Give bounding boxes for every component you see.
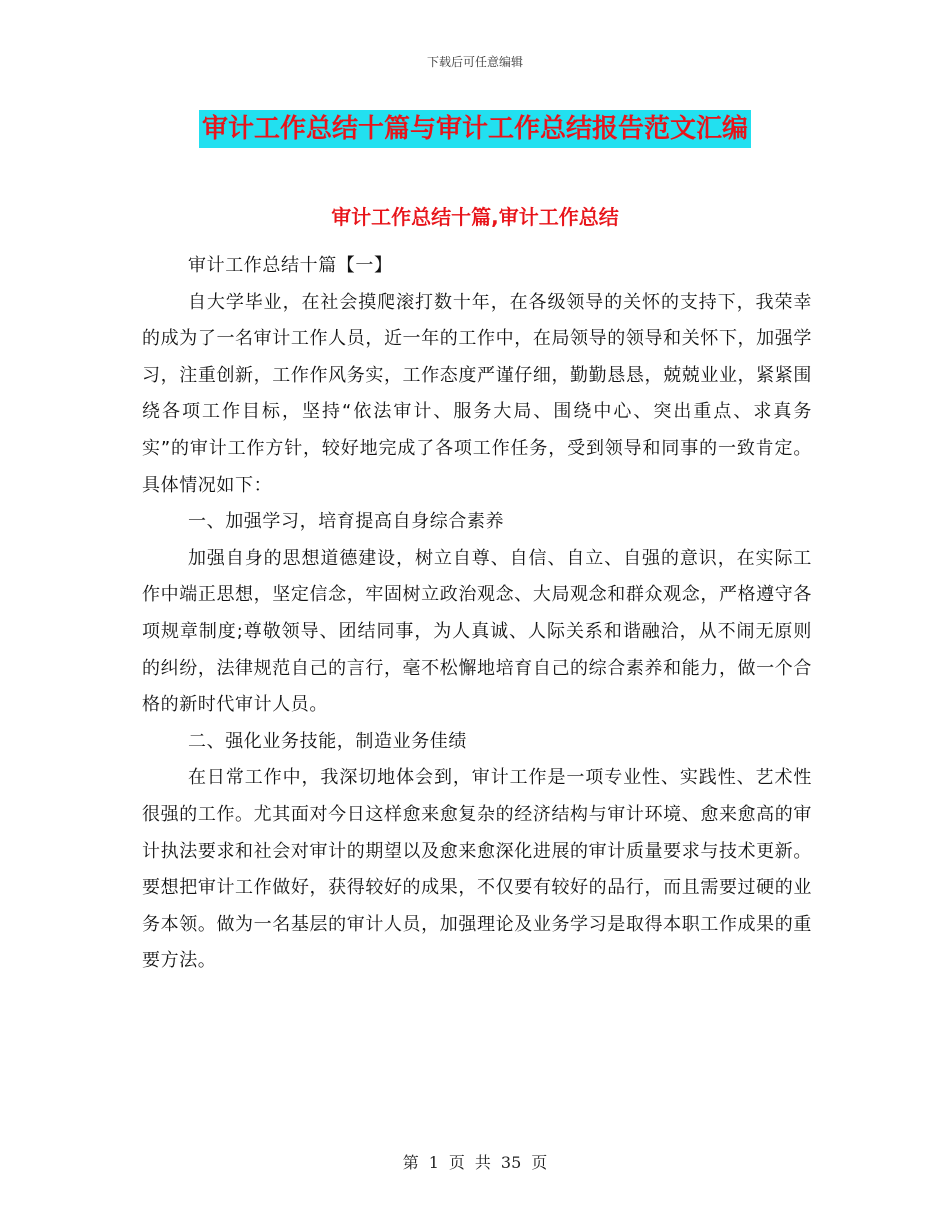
section-heading-3: 二、强化业务技能，制造业务佳绩 [188,730,467,752]
footer-page-number: 1 [428,1153,439,1172]
document-subtitle: 审计工作总结十篇,审计工作总结 [331,205,619,229]
footer-total-pages: 35 [500,1153,522,1172]
section-heading-1: 审计工作总结十篇【一】 [188,255,393,276]
footer-suffix: 页 [531,1153,548,1172]
body-paragraph: 加强自身的思想道德建设，树立自尊、自信、自立、自强的意识，在实际工作中端正思想，坚定信念，牢固树立政治观念、大局观念和群众观念，严格遵守各项规章制度;尊敬领导、团结同事，为人真诚、人际关系和谐融洽，从不闹无原则的纠纷，法律规范自己的言行，毫不松懈地培育自己的综合素养和能力，做一个合格的新时代审计人员。 [142,547,812,716]
section-heading-2: 一、加强学习，培育提高自身综合素养 [188,511,505,533]
page-footer [0,1150,950,1173]
document-title-wrapper [0,110,950,148]
footer-page-word: 页 [448,1153,465,1172]
footer-total-prefix: 共 [474,1153,491,1172]
header-note: 下载后可任意编辑 [426,55,523,69]
body-paragraph: 在日常工作中，我深切地体会到，审计工作是一项专业性、实践性、艺术性很强的工作。尤其面对今日这样愈来愈复杂的经济结构与审计环境、愈来愈高的审计执法要求和社会对审计的期望以及愈来愈深化进展的审计质量要求与技术更新。要想把审计工作做好，获得较好的成果，不仅要有较好的品行，而且需要过硬的业务本领。做为一名基层的审计人员，加强理论及业务学习是取得本职工作成果的重要方法。 [142,767,812,972]
body-paragraph: 自大学毕业，在社会摸爬滚打数十年，在各级领导的关怀的支持下，我荣幸的成为了一名审计工作人员，近一年的工作中，在局领导的领导和关怀下，加强学习，注重创新，工作作风务实，工作态度严谨仔细，勤勤恳恳，兢兢业业，紧紧围绕各项工作目标，坚持“依法审计、服务大局、围绕中心、突出重点、求真务实”的审计工作方针，较好地完成了各项工作任务，受到领导和同事的一致肯定。具体情况如下： [142,291,812,496]
document-body [142,248,812,980]
footer-prefix: 第 [402,1153,419,1172]
document-title: 审计工作总结十篇与审计工作总结报告范文汇编 [199,110,751,148]
